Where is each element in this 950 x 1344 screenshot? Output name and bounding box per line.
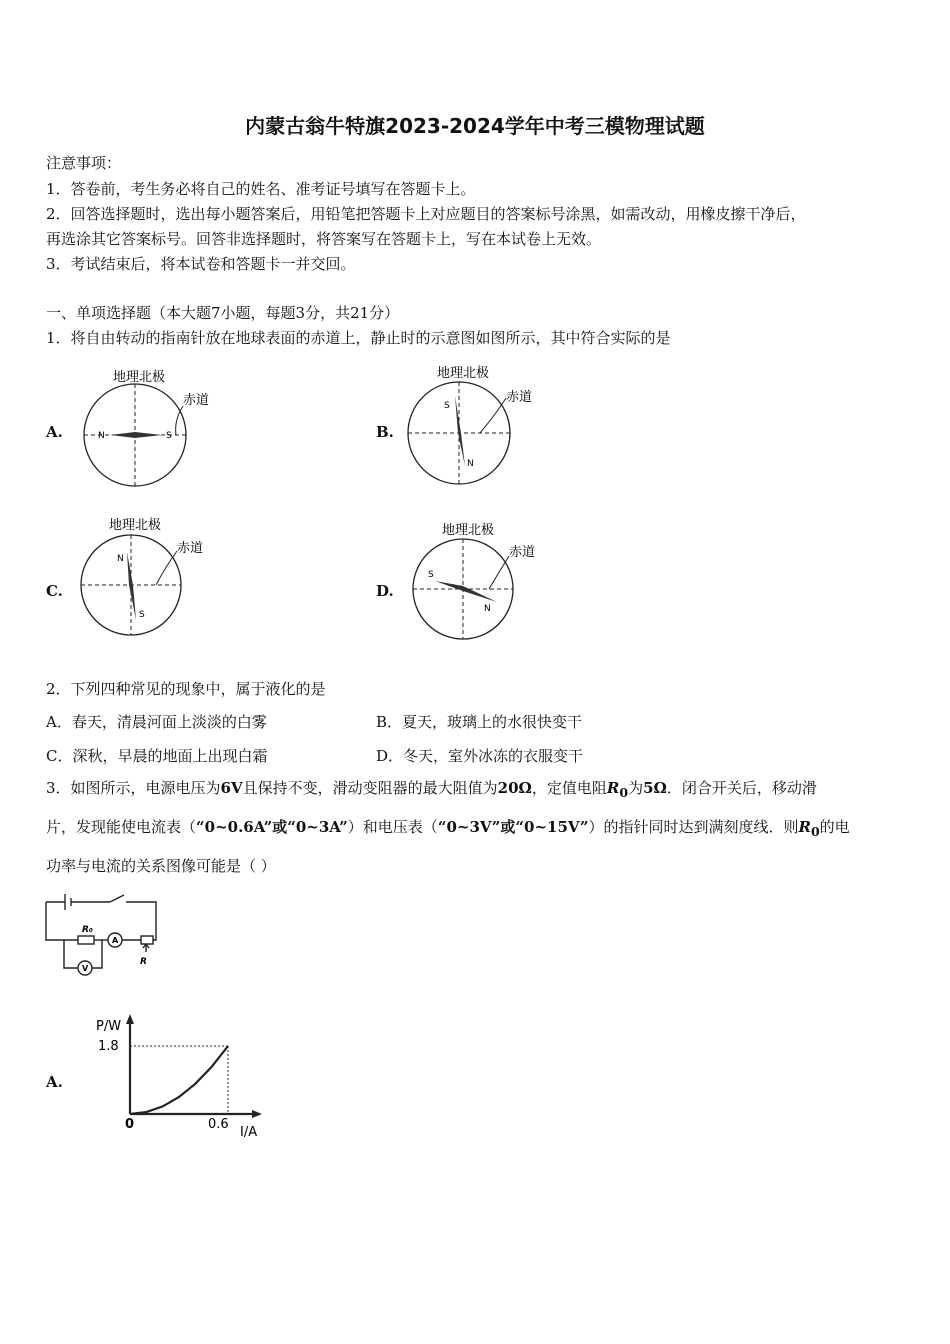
q1-option-d-label: D.	[376, 582, 394, 600]
needle-s-label: S	[166, 431, 172, 441]
page-title: 内蒙古翁牛特旗2023-2024学年中考三模物理试题	[245, 114, 705, 138]
question-2-text: 2．下列四种常见的现象中，属于液化的是	[46, 680, 326, 698]
ammeter-label: A	[112, 936, 119, 945]
q2-option-d: D．冬天，室外冰冻的衣服变干	[376, 747, 584, 765]
equator-label: 赤道	[506, 390, 533, 405]
compass-diagram-b	[400, 358, 550, 498]
section-heading: 一、单项选择题（本大题7小题，每题3分，共21分）	[46, 304, 400, 322]
equator-label: 赤道	[509, 545, 536, 560]
r-label: R	[140, 957, 147, 967]
voltmeter-label: V	[82, 964, 89, 973]
x-tick-label: 0.6	[208, 1117, 229, 1132]
north-pole-label: 地理北极	[113, 370, 166, 385]
data-series-curve	[130, 1046, 228, 1114]
compass-diagram-d	[405, 518, 555, 648]
q1-option-a-label: A.	[46, 423, 63, 441]
notice-item-1: 1．答卷前，考生务必将自己的姓名、准考证号填写在答题卡上。	[46, 180, 476, 198]
q3-line-3: 功率与电流的关系图像可能是（ ）	[46, 857, 276, 875]
r0-label: R₀	[82, 925, 93, 935]
notice-item-2-cont: 再选涂其它答案标号。回答非选择题时，将答案写在答题卡上，写在本试卷上无效。	[46, 230, 602, 248]
needle-n-label: N	[117, 554, 124, 564]
y-tick-label: 1.8	[98, 1039, 119, 1054]
origin-label: 0	[125, 1117, 135, 1132]
q2-option-b: B．夏天，玻璃上的水很快变干	[376, 713, 583, 731]
q3-line-1: 3．如图所示，电源电压为6V且保持不变，滑动变阻器的最大阻值为20Ω，定值电阻$R_0$为5Ω．闭合开关后，移动滑	[46, 779, 817, 800]
notice-item-2: 2．回答选择题时，选出每小题答案后，用铅笔把答题卡上对应题目的答案标号涂黑，如需改动，用橡皮擦干净后，	[46, 205, 806, 223]
compass-diagram-a	[80, 362, 230, 494]
x-axis-label: I/A	[240, 1125, 258, 1140]
north-pole-label: 地理北极	[442, 523, 495, 538]
notice-heading: 注意事项：	[46, 154, 122, 172]
q1-option-b-label: B.	[376, 423, 394, 441]
circuit-diagram	[40, 890, 170, 980]
power-current-graph-a	[90, 1010, 280, 1140]
needle-s-label: S	[444, 401, 450, 411]
compass-diagram-c	[76, 514, 226, 646]
q1-option-c-label: C.	[46, 582, 63, 600]
equator-label: 赤道	[177, 541, 204, 556]
y-axis-label: P/W	[96, 1019, 122, 1034]
q2-option-c: C．深秋，早晨的地面上出现白霜	[46, 747, 268, 765]
q3-line-2: 片，发现能使电流表（“0~0.6A”或“0~3A”）和电压表（“0~3V”或“0~15V”）的指针同时达到满刻度线．则$R_0$的电	[46, 818, 850, 839]
needle-n-label: N	[98, 431, 105, 441]
notice-item-3: 3．考试结束后，将本试卷和答题卡一并交回。	[46, 255, 356, 273]
needle-s-label: S	[139, 610, 145, 620]
q3-option-a-label: A.	[46, 1073, 63, 1091]
needle-n-label: N	[484, 604, 491, 614]
north-pole-label: 地理北极	[109, 518, 162, 533]
needle-n-label: N	[467, 459, 474, 469]
equator-label: 赤道	[183, 393, 210, 408]
north-pole-label: 地理北极	[437, 366, 490, 381]
question-3-text	[46, 771, 904, 883]
needle-s-label: S	[428, 570, 434, 580]
q2-option-a: A．春天，清晨河面上淡淡的白雾	[46, 713, 267, 731]
question-1-text: 1．将自由转动的指南针放在地球表面的赤道上，静止时的示意图如图所示，其中符合实际的是	[46, 329, 671, 347]
